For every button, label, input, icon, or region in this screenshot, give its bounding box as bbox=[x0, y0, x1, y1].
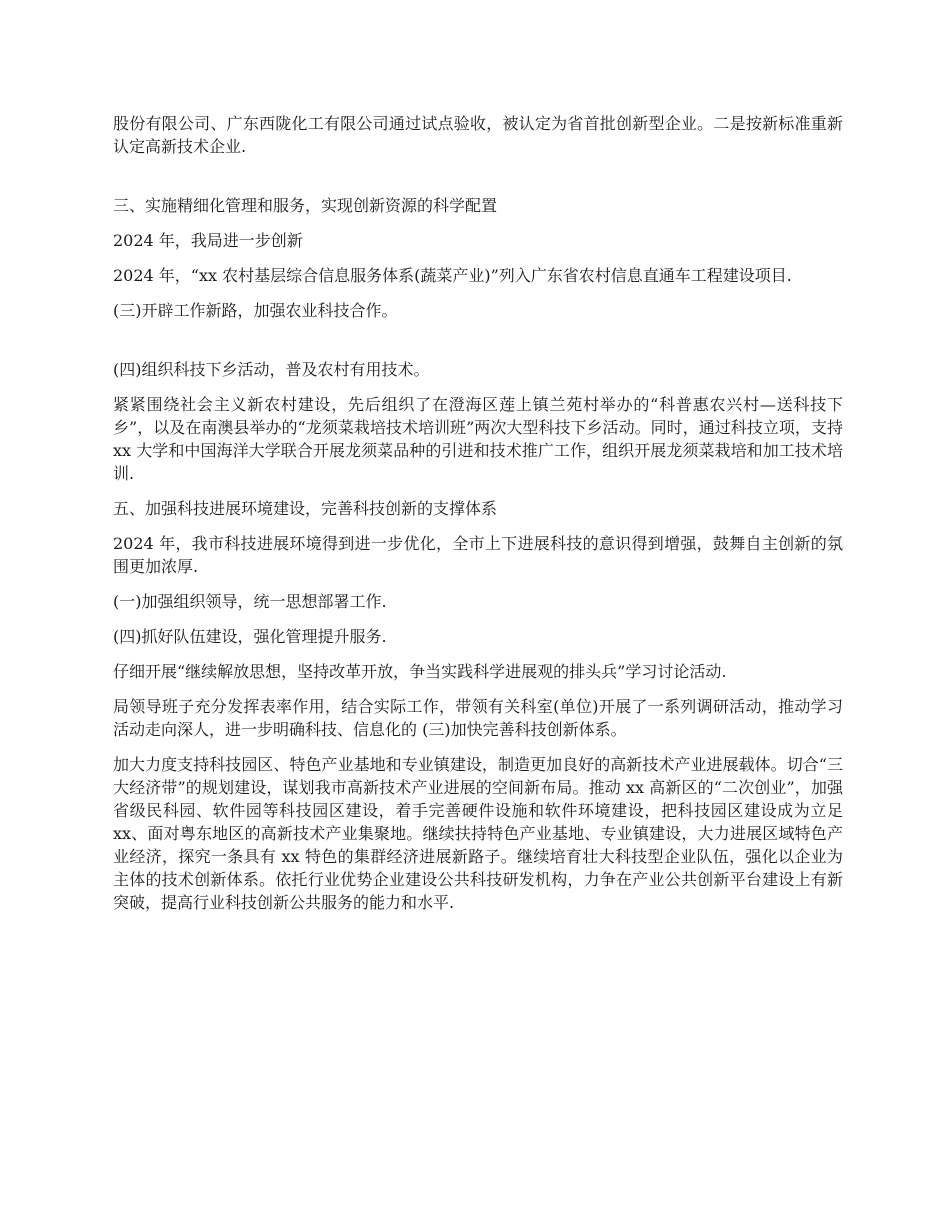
heading-section-five: 五、加强科技进展环境建设，完善科技创新的支撑体系 bbox=[113, 499, 498, 518]
heading-sub-four: (四)组织科技下乡活动，普及农村有用技术。 bbox=[113, 360, 430, 379]
paragraph-intro: 股份有限公司、广东西陇化工有限公司通过试点验收，被认定为省首批创新型企业。二是按新标准重新认定高新技术企业. bbox=[113, 114, 843, 156]
document-body bbox=[113, 112, 843, 926]
heading-sub-three: (三)开辟工作新路，加强农业科技合作。 bbox=[113, 301, 398, 320]
heading-section-three: 三、实施精细化管理和服务，实现创新资源的科学配置 bbox=[113, 196, 498, 215]
heading-sub-one: (一)加强组织领导，统一思想部署工作. bbox=[113, 592, 387, 611]
heading-sub-four-team: (四)抓好队伍建设，强化管理提升服务. bbox=[113, 627, 387, 646]
paragraph-2024-rural-info: 2024 年，“xx 农村基层综合信息服务体系(蔬菜产业)”列入广东省农村信息直通车工程建设项目. bbox=[113, 266, 792, 285]
paragraph-leadership: 局领导班子充分发挥表率作用，结合实际工作，带领有关科室(单位)开展了一系列调研活动，推动学习活动走向深人，进一步明确科技、信息化的 (三)加快完善科技创新体系。 bbox=[113, 697, 843, 739]
paragraph-study-activity: 仔细开展“继续解放思想，坚持改革开放，争当实践科学进展观的排头兵”学习讨论活动. bbox=[113, 662, 727, 681]
paragraph-rural-activities: 紧紧围绕社会主义新农村建设，先后组织了在澄海区莲上镇兰苑村举办的“科普惠农兴村—送科技下乡”，以及在南澳县举办的“龙须菜栽培技术培训班”两次大型科技下乡活动。同时，通过科技立项，支持 xx 大学和中国海洋大学联合开展龙须菜品种的引进和技术推广工作，组织开展龙须菜栽培和加工技术培训. bbox=[113, 395, 843, 483]
paragraph-tech-parks: 加大力度支持科技园区、特色产业基地和专业镇建设，制造更加良好的高新技术产业进展载体。切合“三大经济带”的规划建设，谋划我市高新技术产业进展的空间新布局。推动 xx 高新区的“二次创业”，加强省级民科园、软件园等科技园区建设，着手完善硬件设施和软件环境建设，把科技园区建设成为立足 xx、面对粤东地区的高新技术产业集聚地。继续扶持特色产业基地、专业镇建设，大力进展区域特色产业经济，探究一条具有 xx 特色的集群经济进展新路子。继续培育壮大科技型企业队伍，强化以企业为主体的技术创新体系。依托行业优势企业建设公共科技研发机构，力争在产业公共创新平台建设上有新突破，提高行业科技创新公共服务的能力和水平. bbox=[113, 755, 843, 912]
paragraph-2024-innovation: 2024 年，我局进一步创新 bbox=[113, 231, 303, 250]
paragraph-2024-environment: 2024 年，我市科技进展环境得到进一步优化，全市上下进展科技的意识得到增强，鼓舞自主创新的氛围更加浓厚. bbox=[113, 534, 843, 576]
